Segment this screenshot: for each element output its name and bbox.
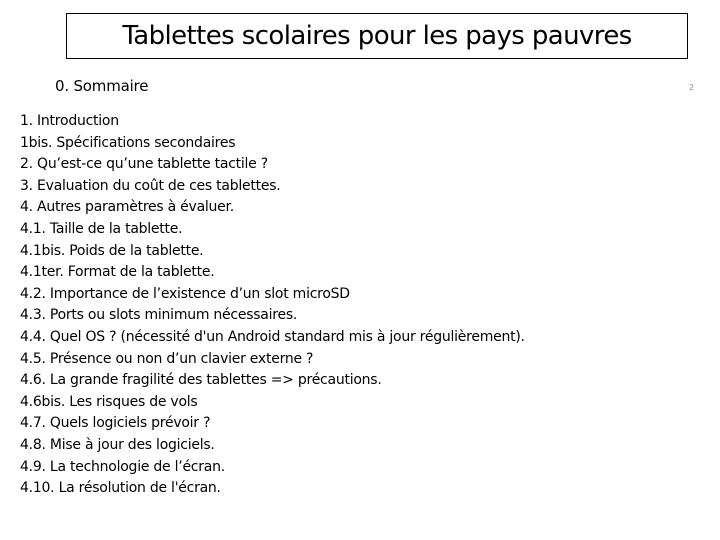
toc-item: 4.10. La résolution de l'écran. <box>20 480 221 497</box>
toc-item: 4.8. Mise à jour des logiciels. <box>20 436 215 453</box>
toc-item: 2. Qu’est-ce qu’une tablette tactile ? <box>20 156 268 173</box>
toc-item: 4.1bis. Poids de la tablette. <box>20 242 204 259</box>
title-box <box>66 13 688 59</box>
toc-item: 4. Autres paramètres à évaluer. <box>20 199 234 216</box>
toc-item: 4.1. Taille de la tablette. <box>20 220 183 237</box>
toc-item: 4.2. Importance de l’existence d’un slot microSD <box>20 285 350 302</box>
toc-item: 4.4. Quel OS ? (nécessité d'un Android standard mis à jour régulièrement). <box>20 328 525 345</box>
toc-item: 4.1ter. Format de la tablette. <box>20 264 215 281</box>
toc-item: 1bis. Spécifications secondaires <box>20 134 236 151</box>
table-of-contents <box>20 111 525 500</box>
toc-item: 4.6bis. Les risques de vols <box>20 393 198 410</box>
section-heading: 0. Sommaire <box>55 77 149 95</box>
toc-item: 4.7. Quels logiciels prévoir ? <box>20 415 211 432</box>
toc-item: 4.6. La grande fragilité des tablettes => précautions. <box>20 372 382 389</box>
toc-item: 3. Evaluation du coût de ces tablettes. <box>20 177 281 194</box>
toc-item: 4.5. Présence ou non d’un clavier externe ? <box>20 350 314 367</box>
slide-title: Tablettes scolaires pour les pays pauvres <box>122 21 632 51</box>
toc-item: 4.3. Ports ou slots minimum nécessaires. <box>20 307 298 324</box>
toc-item: 4.9. La technologie de l’écran. <box>20 458 225 475</box>
page-number: 2 <box>689 83 695 92</box>
toc-item: 1. Introduction <box>20 113 119 129</box>
